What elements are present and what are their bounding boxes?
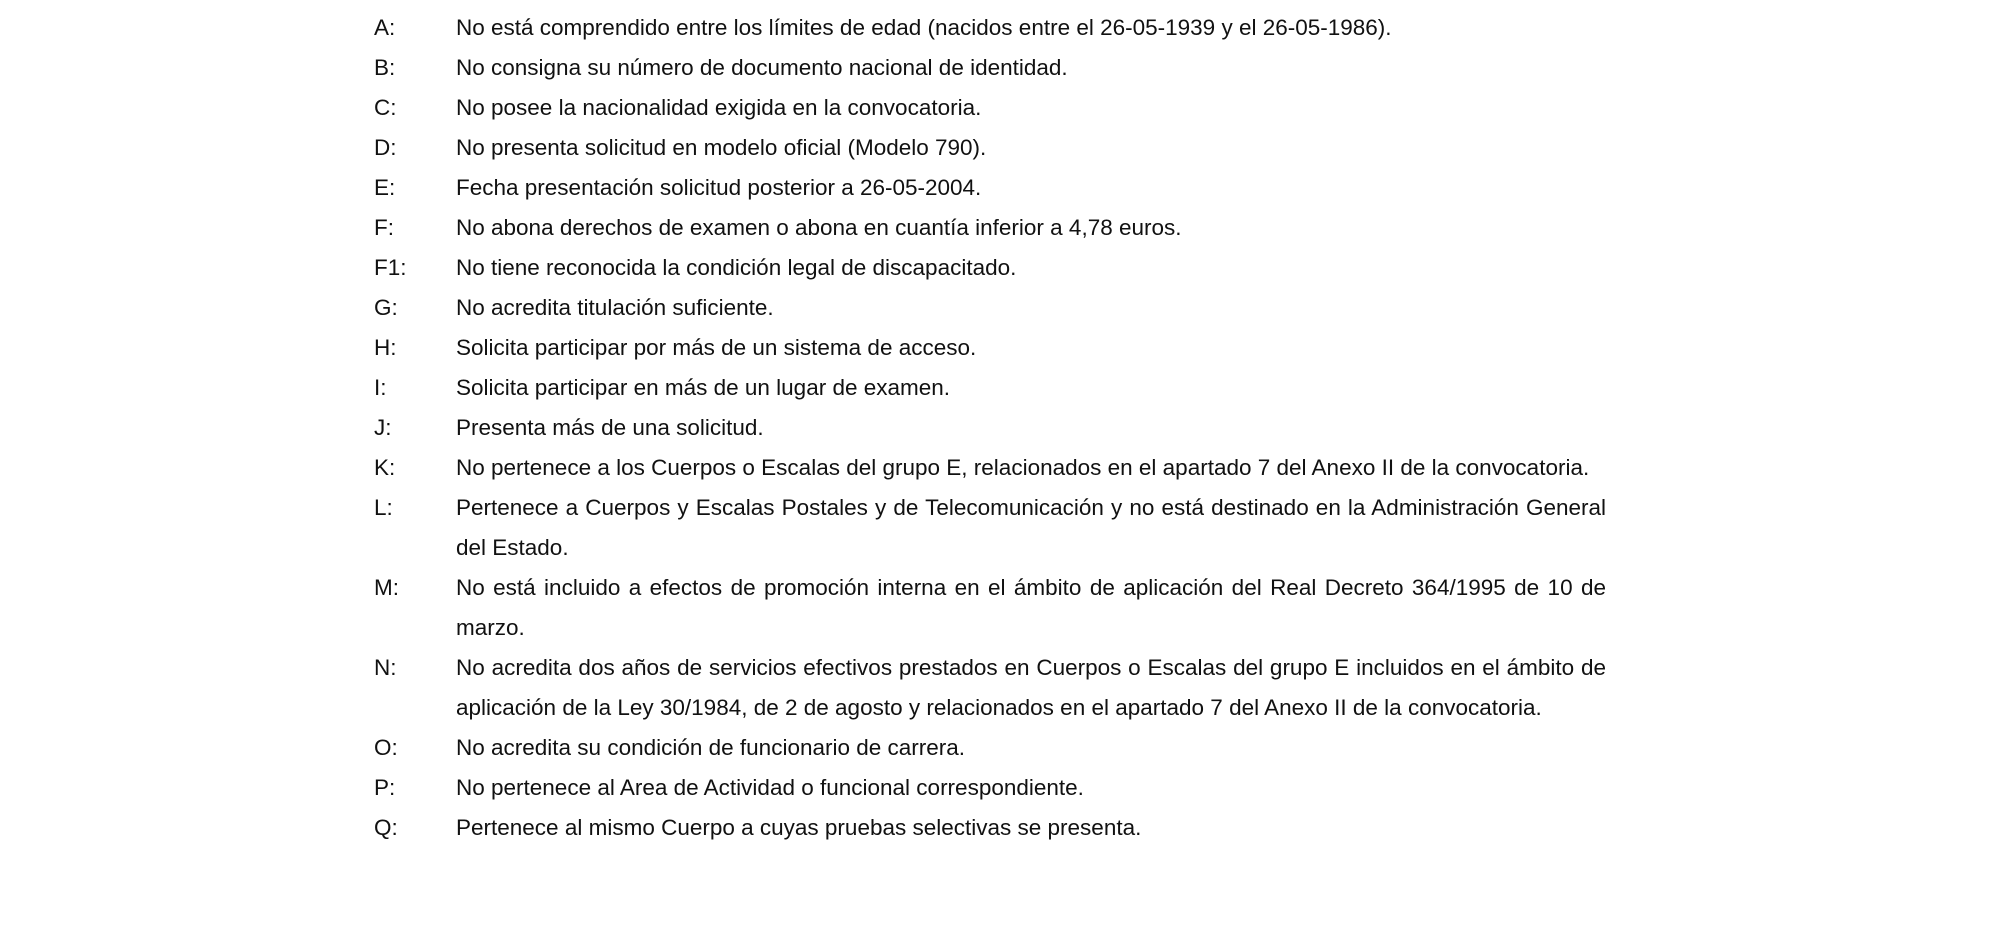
code-description: No está comprendido entre los límites de edad (nacidos entre el 26-05-1939 y el 26-05-1986). (456, 15, 1392, 40)
code-description: No acredita su condición de funcionario de carrera. (456, 735, 966, 760)
code-key: C: (374, 95, 397, 120)
list-item (374, 128, 1606, 168)
code-description: No posee la nacionalidad exigida en la convocatoria. (456, 95, 982, 120)
code-description: No abona derechos de examen o abona en cuantía inferior a 4,78 euros. (456, 215, 1182, 240)
list-item (374, 48, 1606, 88)
code-key: P: (374, 775, 396, 800)
code-description: No pertenece a los Cuerpos o Escalas del grupo E, relacionados en el apartado 7 del Anexo II de la convocatoria. (456, 455, 1590, 480)
code-key: F: (374, 215, 394, 240)
code-key: E: (374, 175, 396, 200)
code-description: No presenta solicitud en modelo oficial (Modelo 790). (456, 135, 987, 160)
code-description: No acredita dos años de servicios efectivos prestados en Cuerpos o Escalas del grupo E incluidos en el ámbito de aplicación de la Ley 30/1984, de 2 de agosto y relacionados en el apartado 7 del Anexo II de la convocatoria. (456, 655, 1606, 720)
list-item (374, 8, 1606, 48)
exclusion-codes-list (374, 8, 1606, 848)
list-item (374, 248, 1606, 288)
list-item (374, 288, 1606, 328)
code-description: Solicita participar en más de un lugar de examen. (456, 375, 951, 400)
list-item (374, 488, 1606, 568)
code-description: Pertenece al mismo Cuerpo a cuyas pruebas selectivas se presenta. (456, 815, 1142, 840)
list-item (374, 168, 1606, 208)
code-key: H: (374, 335, 397, 360)
list-item (374, 88, 1606, 128)
code-description: Solicita participar por más de un sistema de acceso. (456, 335, 977, 360)
list-item (374, 728, 1606, 768)
list-item (374, 808, 1606, 848)
list-item (374, 568, 1606, 648)
code-description: No pertenece al Area de Actividad o funcional correspondiente. (456, 775, 1084, 800)
code-key: L: (374, 495, 393, 520)
code-description: No tiene reconocida la condición legal de discapacitado. (456, 255, 1017, 280)
list-item (374, 408, 1606, 448)
list-item (374, 328, 1606, 368)
code-key: K: (374, 455, 396, 480)
code-description: No acredita titulación suficiente. (456, 295, 774, 320)
list-item (374, 368, 1606, 408)
code-key: B: (374, 55, 396, 80)
code-description: Fecha presentación solicitud posterior a 26-05-2004. (456, 175, 982, 200)
code-key: J: (374, 415, 392, 440)
code-key: G: (374, 295, 398, 320)
code-description: Presenta más de una solicitud. (456, 415, 764, 440)
code-key: N: (374, 655, 397, 680)
code-key: M: (374, 575, 399, 600)
code-key: O: (374, 735, 398, 760)
code-key: I: (374, 375, 387, 400)
list-item (374, 648, 1606, 728)
code-description: Pertenece a Cuerpos y Escalas Postales y de Telecomunicación y no está destinado en la Administración General del Estado. (456, 495, 1606, 560)
code-description: No consigna su número de documento nacional de identidad. (456, 55, 1068, 80)
code-key: Q: (374, 815, 398, 840)
list-item (374, 768, 1606, 808)
list-item (374, 448, 1606, 488)
code-key: A: (374, 15, 396, 40)
code-key: D: (374, 135, 397, 160)
code-description: No está incluido a efectos de promoción interna en el ámbito de aplicación del Real Decreto 364/1995 de 10 de marzo. (456, 575, 1606, 640)
list-item (374, 208, 1606, 248)
code-key: F1: (374, 255, 407, 280)
